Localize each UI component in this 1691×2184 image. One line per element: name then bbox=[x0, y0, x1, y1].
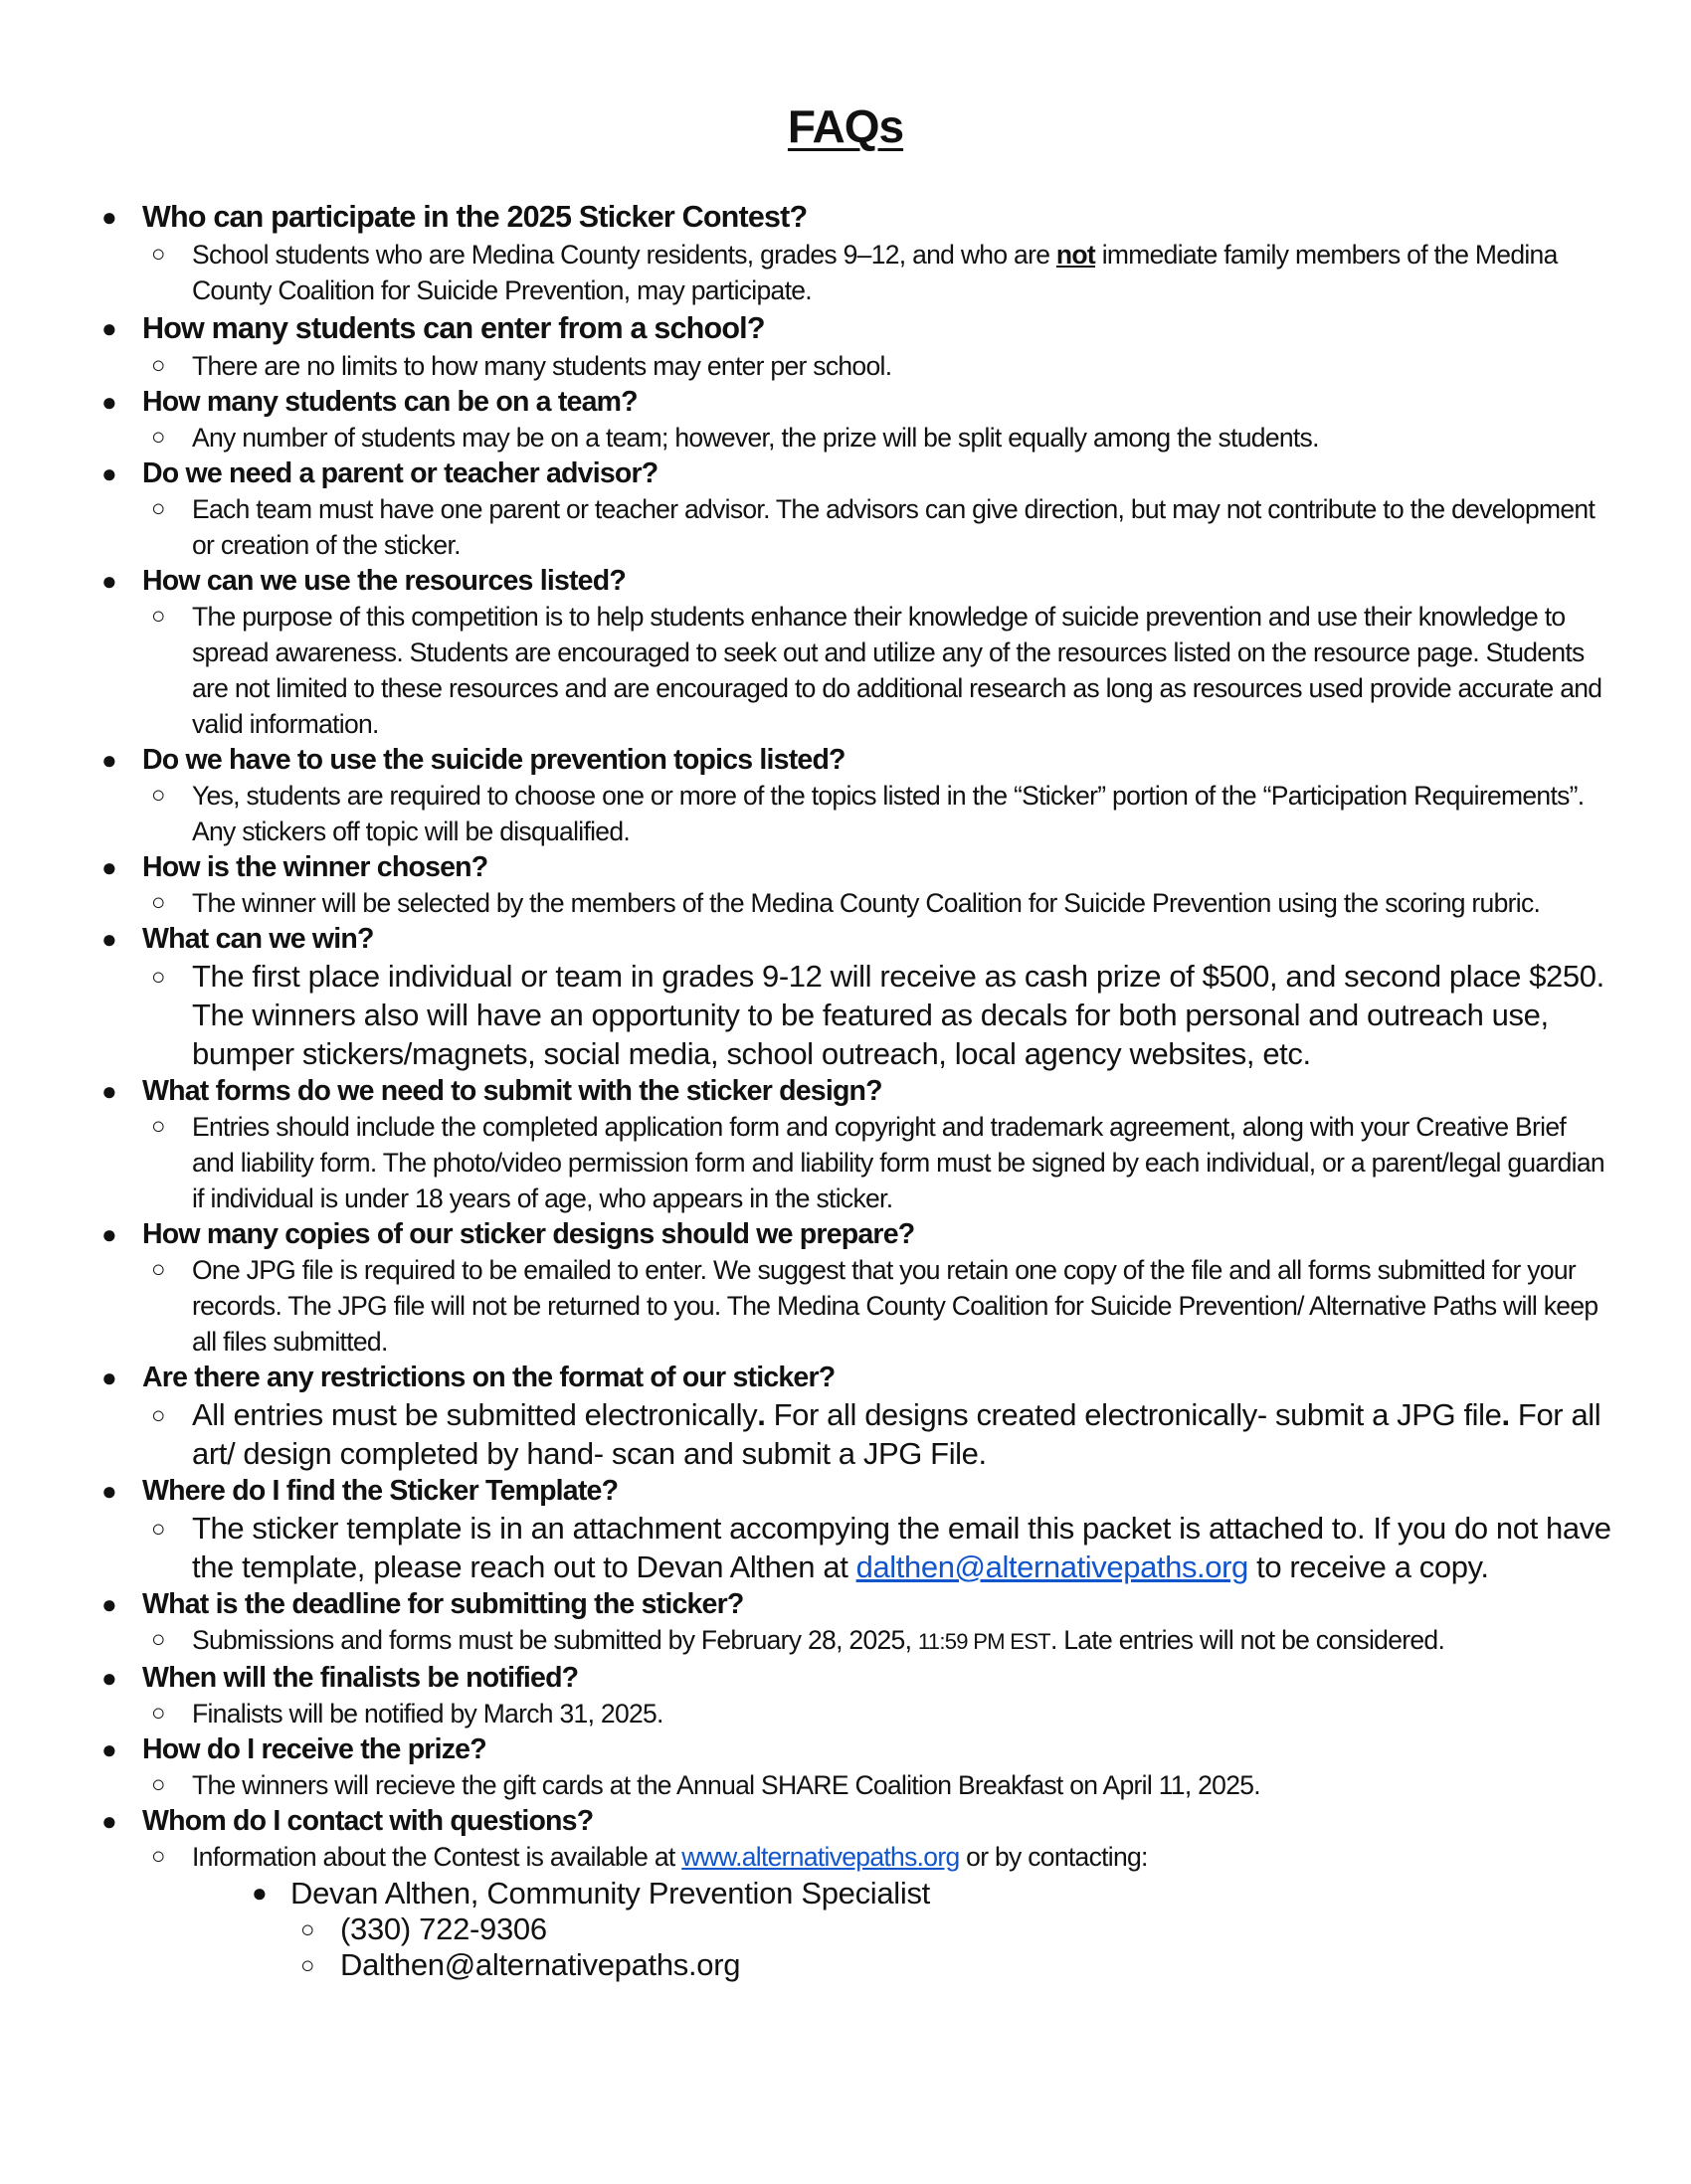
faq-question: ● How do I receive the prize? bbox=[101, 1733, 486, 1765]
faq-item-advisor bbox=[0, 455, 1691, 563]
bullet-icon: ● bbox=[101, 745, 117, 775]
bullet-icon: ● bbox=[101, 202, 117, 232]
faq-question: ● Where do I find the Sticker Template? bbox=[101, 1475, 619, 1507]
bullet-icon: ● bbox=[101, 566, 117, 596]
bullet-icon: ● bbox=[101, 1476, 117, 1506]
page-title: FAQs bbox=[787, 100, 904, 152]
circle-bullet-icon: ○ bbox=[151, 782, 166, 809]
contact-block bbox=[0, 1875, 1691, 1983]
faq-item-template bbox=[0, 1473, 1691, 1586]
circle-bullet-icon: ○ bbox=[151, 964, 166, 991]
faq-question: ● Are there any restrictions on the format of our sticker? bbox=[101, 1362, 836, 1393]
bullet-icon: ● bbox=[101, 852, 117, 882]
faq-question: ● Who can participate in the 2025 Sticker Contest? bbox=[0, 197, 1691, 237]
faq-item-receive-prize bbox=[0, 1731, 1691, 1803]
faq-list bbox=[0, 197, 1691, 1983]
circle-bullet-icon: ○ bbox=[151, 1843, 166, 1870]
faq-question: ● How is the winner chosen? bbox=[101, 851, 488, 883]
faq-item-resources bbox=[0, 563, 1691, 742]
faq-question: ● How many students can enter from a school? bbox=[0, 308, 1691, 348]
faq-answer: ○ Submissions and forms must be submitted by February 28, 2025, 11:59 PM EST. Late entries will not be considered. bbox=[0, 1622, 1691, 1660]
faq-item-format bbox=[0, 1360, 1691, 1473]
email-link[interactable]: dalthen@alternativepaths.org bbox=[855, 1549, 1248, 1584]
bullet-icon: ● bbox=[101, 313, 117, 343]
bullet-icon: ● bbox=[101, 1589, 117, 1619]
circle-bullet-icon: ○ bbox=[300, 1916, 315, 1943]
circle-bullet-icon: ○ bbox=[151, 495, 166, 522]
faq-question: ● When will the finalists be notified? bbox=[101, 1662, 579, 1694]
circle-bullet-icon: ○ bbox=[151, 1402, 166, 1429]
faq-answer: ○ There are no limits to how many students may enter per school. bbox=[0, 348, 1691, 384]
faq-answer: ○ Finalists will be notified by March 31, 2025. bbox=[0, 1696, 1691, 1731]
faq-question: ● How many students can be on a team? bbox=[101, 386, 638, 418]
faq-item-team-size bbox=[0, 384, 1691, 455]
faq-answer: ○ Any number of students may be on a team; however, the prize will be split equally among the students. bbox=[0, 420, 1691, 455]
faq-answer: ○ All entries must be submitted electronically. For all designs created electronically- submit a JPG file. For all art/ design completed by hand- scan and submit a JPG File. bbox=[151, 1397, 1601, 1471]
faq-item-copies bbox=[0, 1216, 1691, 1360]
faq-question: ● What forms do we need to submit with the sticker design? bbox=[101, 1075, 882, 1107]
bullet-icon: ● bbox=[101, 1363, 117, 1392]
faq-item-students-per-school bbox=[0, 308, 1691, 384]
faq-answer: ○ School students who are Medina County residents, grades 9–12, and who are not immediate family members of the Medina County Coalition for Suicide Prevention, may participate. bbox=[0, 237, 1691, 308]
faq-item-contact bbox=[0, 1803, 1691, 1983]
circle-bullet-icon: ○ bbox=[151, 352, 166, 379]
faq-answer: ○ Entries should include the completed application form and copyright and trademark agreement, along with your Creative Brief and liability form. The photo/video permission form and liability form must be signed by each individual, or a parent/legal guardian if individual is under 18 years of age, who appears in the sticker. bbox=[0, 1109, 1691, 1216]
faq-answer: ○ Information about the Contest is available at www.alternativepaths.org or by contacting: bbox=[0, 1839, 1691, 1875]
faq-question: ● Do we need a parent or teacher advisor? bbox=[101, 457, 658, 489]
bullet-icon: ● bbox=[101, 1663, 117, 1693]
faq-answer: ○ The winner will be selected by the members of the Medina County Coalition for Suicide Prevention using the scoring rubric. bbox=[0, 885, 1691, 921]
contact-phone: ○ (330) 722-9306 bbox=[300, 1911, 547, 1946]
bullet-icon: ● bbox=[252, 1878, 268, 1908]
bullet-icon: ● bbox=[101, 924, 117, 954]
bullet-icon: ● bbox=[101, 1076, 117, 1106]
faq-question: ● Whom do I contact with questions? bbox=[101, 1805, 594, 1837]
emphasis-not: not bbox=[1055, 240, 1096, 270]
faq-question: ● What can we win? bbox=[101, 923, 374, 955]
circle-bullet-icon: ○ bbox=[151, 1700, 166, 1727]
circle-bullet-icon: ○ bbox=[151, 603, 166, 630]
circle-bullet-icon: ○ bbox=[151, 1516, 166, 1543]
faq-item-finalists bbox=[0, 1660, 1691, 1731]
faq-item-winner-selection bbox=[0, 849, 1691, 921]
circle-bullet-icon: ○ bbox=[300, 1952, 315, 1979]
bullet-icon: ● bbox=[101, 1734, 117, 1764]
circle-bullet-icon: ○ bbox=[151, 1113, 166, 1140]
circle-bullet-icon: ○ bbox=[151, 1626, 166, 1653]
contact-name: ● Devan Althen, Community Prevention Specialist bbox=[252, 1876, 930, 1911]
faq-question: ● What is the deadline for submitting the sticker? bbox=[101, 1588, 744, 1620]
faq-item-prizes bbox=[0, 921, 1691, 1073]
faq-answer: ○ Yes, students are required to choose one or more of the topics listed in the “Sticker” portion of the “Participation Requirements”. Any stickers off topic will be disqualified. bbox=[0, 778, 1691, 849]
faq-question: ● Do we have to use the suicide prevention topics listed? bbox=[101, 744, 846, 776]
faq-item-deadline bbox=[0, 1586, 1691, 1660]
bullet-icon: ● bbox=[101, 1806, 117, 1836]
faq-answer: ○ One JPG file is required to be emailed to enter. We suggest that you retain one copy of the file and all forms submitted for your records. The JPG file will not be returned to you. The Medina County Coalition for Suicide Prevention/ Alternative Paths will keep all files submitted. bbox=[0, 1252, 1691, 1360]
website-link[interactable]: www.alternativepaths.org bbox=[681, 1842, 960, 1872]
faq-answer: ○ The winners will recieve the gift cards at the Annual SHARE Coalition Breakfast on April 11, 2025. bbox=[0, 1767, 1691, 1803]
faq-question: ● How can we use the resources listed? bbox=[101, 565, 626, 597]
circle-bullet-icon: ○ bbox=[151, 241, 166, 268]
faq-answer: ○ Each team must have one parent or teacher advisor. The advisors can give direction, but may not contribute to the development or creation of the sticker. bbox=[0, 491, 1691, 563]
circle-bullet-icon: ○ bbox=[151, 889, 166, 916]
bullet-icon: ● bbox=[101, 458, 117, 488]
circle-bullet-icon: ○ bbox=[151, 1771, 166, 1798]
faq-question: ● How many copies of our sticker designs should we prepare? bbox=[101, 1218, 915, 1250]
faq-item-forms bbox=[0, 1073, 1691, 1216]
faq-item-eligibility bbox=[0, 197, 1691, 308]
contact-email: ○ Dalthen@alternativepaths.org bbox=[300, 1947, 741, 1982]
faq-item-topics bbox=[0, 742, 1691, 849]
faq-answer: ○ The sticker template is in an attachment accompying the email this packet is attached to. If you do not have the template, please reach out to Devan Althen at dalthen@alternativepaths.org to receive a copy. bbox=[151, 1511, 1611, 1584]
bullet-icon: ● bbox=[101, 1219, 117, 1249]
circle-bullet-icon: ○ bbox=[151, 1256, 166, 1283]
circle-bullet-icon: ○ bbox=[151, 424, 166, 451]
faq-answer: ○ The purpose of this competition is to help students enhance their knowledge of suicide prevention and use their knowledge to spread awareness. Students are encouraged to seek out and utilize any of the resources listed on the resource page. Students are not limited to these resources and are encouraged to do additional research as long as resources used provide accurate and valid information. bbox=[0, 599, 1691, 742]
bullet-icon: ● bbox=[101, 387, 117, 417]
faq-answer: ○ The first place individual or team in grades 9-12 will receive as cash prize of $500, and second place $250. The winners also will have an opportunity to be featured as decals for both personal and outreach use, bumper stickers/magnets, social media, school outreach, local agency websites, etc. bbox=[151, 959, 1604, 1071]
